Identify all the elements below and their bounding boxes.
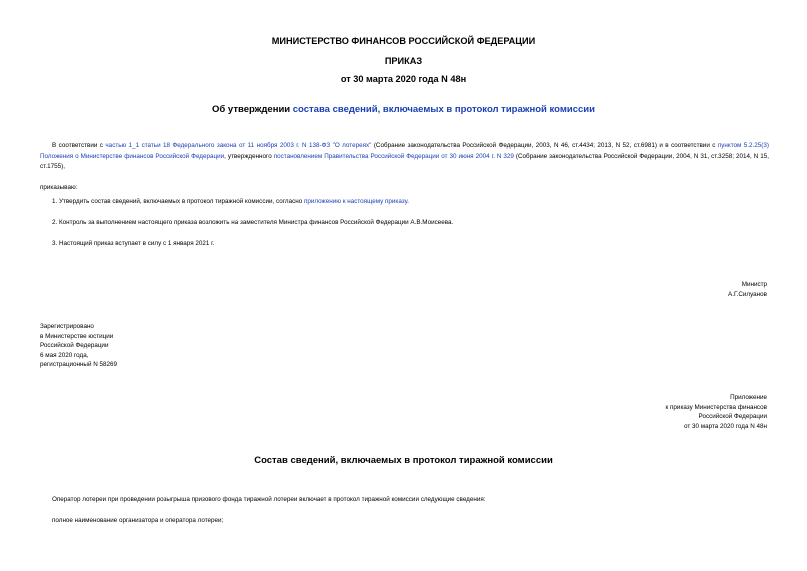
preamble-text-2: (Собрание законодательства Российской Федерации, 2003, N 46, ст.4434; 2013, N 52, ст.6981) и в соответствии с bbox=[371, 142, 718, 149]
document-type: ПРИКАЗ bbox=[384, 56, 423, 66]
subject-link[interactable]: состава сведений, включаемых в протокол тиражной комиссии bbox=[292, 104, 595, 115]
appendix-line-4: от 30 марта 2020 года N 48н bbox=[684, 422, 767, 430]
registration-line-4: 6 мая 2020 года, bbox=[40, 351, 89, 359]
appendix-line-3: Российской Федерации bbox=[698, 413, 767, 420]
order-item-1-text: 1. Утвердить состав сведений, включаемых в протокол тиражной комиссии, согласно bbox=[52, 198, 304, 205]
law-138-link[interactable]: частью 1_1 статьи 18 Федерального закона от 11 ноября 2003 г. N 138-ФЗ "О лотереях" bbox=[105, 142, 372, 149]
resolution-329-link[interactable]: постановлением Правительства Российской Федерации от 30 июня 2004 г. N 329 bbox=[273, 152, 514, 160]
registration-line-1: Зарегистрировано bbox=[40, 323, 94, 330]
registration-line-3: Российской Федерации bbox=[40, 342, 109, 349]
signature-name: А.Г.Силуанов bbox=[728, 290, 767, 298]
document-date-number: от 30 марта 2020 года N 48н bbox=[340, 74, 467, 84]
subject-prefix: Об утверждении bbox=[212, 104, 293, 115]
ministry-name: МИНИСТЕРСТВО ФИНАНСОВ РОССИЙСКОЙ ФЕДЕРАЦИИ bbox=[271, 36, 536, 46]
prikazyvayu-label: приказываю: bbox=[40, 184, 78, 191]
composition-item-1: полное наименование организатора и оператора лотереи; bbox=[52, 517, 224, 524]
signature-position: Министр bbox=[741, 281, 767, 288]
preamble-text-3: , утвержденного bbox=[224, 152, 274, 160]
preamble-text-4: (Собрание законодательства Российской Федерации, 2004, N 31, ст.3258; 2014, N 15, ст.1755), bbox=[40, 152, 769, 170]
preamble-paragraph bbox=[40, 141, 769, 173]
registration-line-2: в Министерстве юстиции bbox=[40, 332, 114, 340]
order-item-3: 3. Настоящий приказ вступает в силу с 1 января 2021 г. bbox=[52, 240, 215, 247]
appendix-block bbox=[666, 393, 767, 431]
regulation-link[interactable]: пунктом 5.2.25(3) Положения о Министерстве финансов Российской Федерации bbox=[40, 142, 769, 160]
order-item-1-end: . bbox=[407, 198, 409, 205]
appendix-line-2: к приказу Министерства финансов bbox=[665, 403, 767, 411]
preamble-text-1: В соответствии с bbox=[52, 142, 106, 149]
registration-line-5: регистрационный N 58269 bbox=[40, 361, 118, 368]
composition-title: Состав сведений, включаемых в протокол тиражной комиссии bbox=[254, 455, 553, 466]
appendix-link[interactable]: приложению к настоящему приказу bbox=[303, 198, 408, 205]
registration-block bbox=[40, 322, 117, 370]
document-subject bbox=[0, 104, 807, 115]
composition-intro: Оператор лотереи при проведении розыгрыша призового фонда тиражной лотереи включает в протокол тиражной комиссии следующие сведения: bbox=[52, 496, 486, 503]
order-item-2: 2. Контроль за выполнением настоящего приказа возложить на заместителя Министра финансов Российской Федерации А.В.Моисеева. bbox=[52, 219, 454, 226]
signature-block bbox=[728, 280, 767, 299]
order-item-1 bbox=[52, 198, 409, 205]
appendix-line-1: Приложение bbox=[730, 394, 767, 401]
